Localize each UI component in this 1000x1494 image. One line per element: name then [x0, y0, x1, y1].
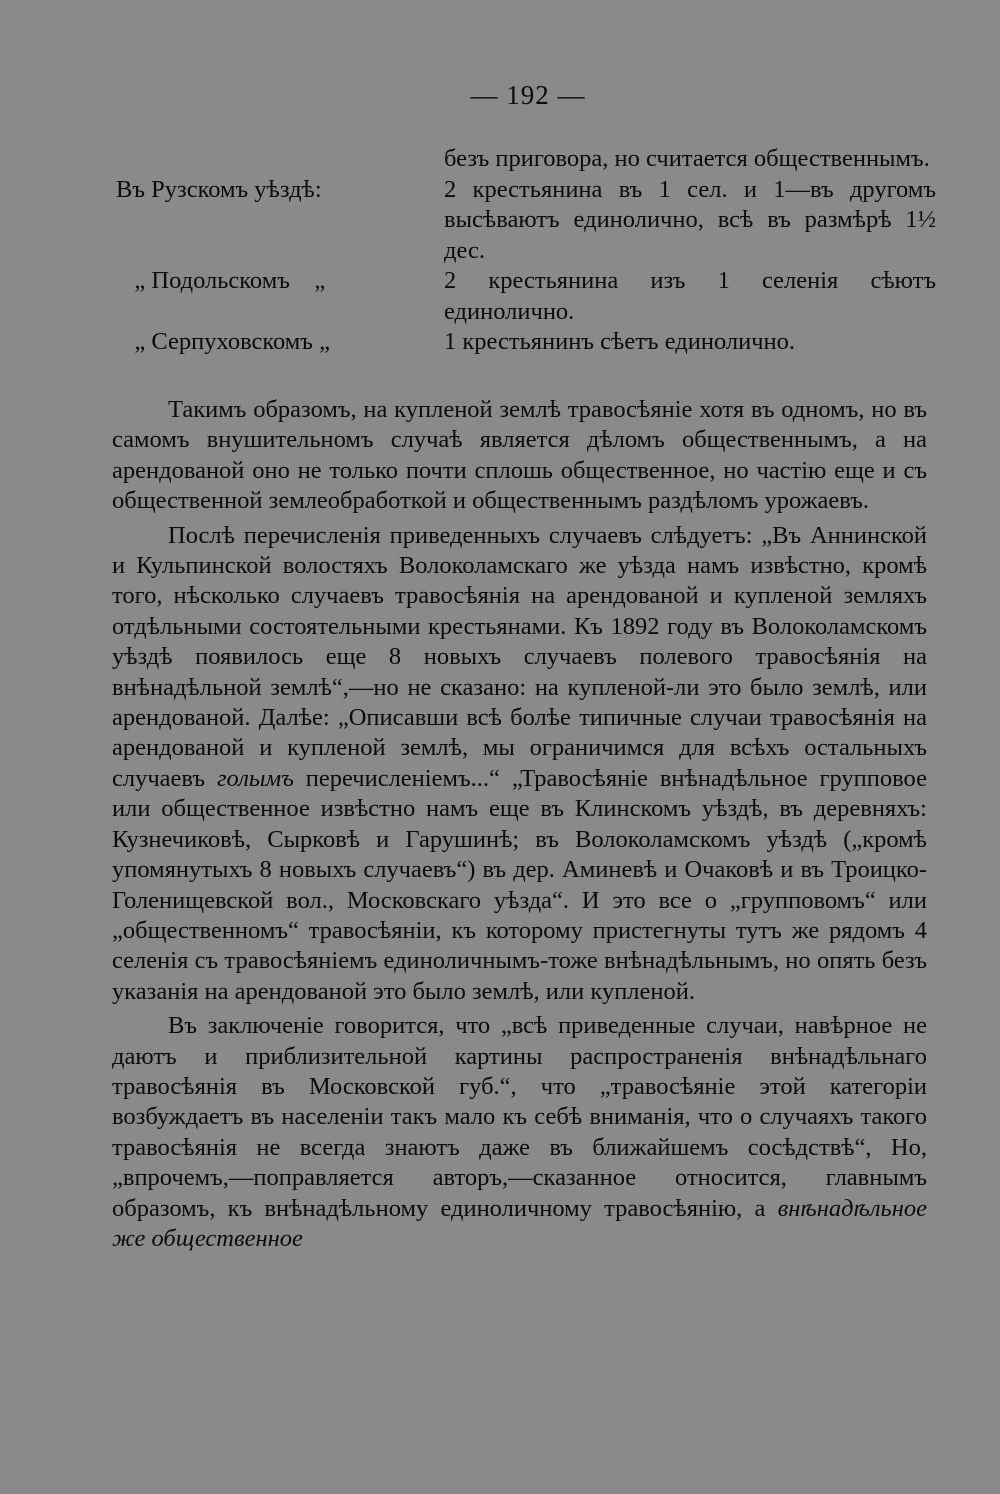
emphasized-phrase: внѣнадѣльное же общественное: [112, 1194, 927, 1252]
listing-row: [116, 266, 936, 327]
listing-row: [116, 327, 936, 358]
paragraph-text: перечисленіемъ...“ „Травосѣяніе внѣнадѣльное групповое или общественное извѣстно намъ еще въ Клинскомъ уѣздѣ, въ деревняхъ: Кузнечиковѣ, Сырковѣ и Гарушинѣ; въ Волоколамскомъ уѣздѣ („кромѣ упомянутыхъ 8 новыхъ случаевъ“) въ дер. Аминевѣ и Очаковѣ и въ Троицко-Голенищевской вол., Московскаго уѣзда“. И это все о „групповомъ“ или „общественномъ“ травосѣяніи, къ которому пристегнуты тутъ же рядомъ 4 селенія съ травосѣяніемъ единоличнымъ-тоже внѣнадѣльнымъ, но опять безъ указанія на арендованой это было землѣ, или купленой.: [112, 764, 927, 1005]
paragraph-text: Въ заключеніе говорится, что „всѣ приведенные случаи, навѣрное не даютъ и приблизительной картины распространенія внѣнадѣльнаго травосѣянія въ Московской губ.“, что „травосѣяніе этой категоріи возбуждаетъ въ населеніи такъ мало къ себѣ вниманія, что о случаяхъ такого травосѣянія не всегда знаютъ даже въ ближайшемъ сосѣдствѣ“, Но, „впрочемъ,—поправляется авторъ,—сказанное относится, главнымъ образомъ, къ внѣнадѣльному единоличному травосѣянію, а: [112, 1012, 927, 1222]
district-listing: [116, 144, 936, 358]
paragraph: [112, 395, 927, 517]
paragraph: [112, 1011, 927, 1254]
listing-entry-text: безъ приговора, но считается общественнымъ.: [444, 145, 930, 172]
emphasized-word: голымъ: [217, 764, 294, 792]
listing-row: [116, 175, 936, 267]
paragraph-text: Такимъ образомъ, на купленой землѣ травосѣяніе хотя въ одномъ, но въ самомъ внушительномъ случаѣ является дѣломъ общественнымъ, а на арендованой оно не только почти сплошь общественное, но частію еще и съ общественной землеобработкой и общественнымъ раздѣломъ урожаевъ.: [112, 396, 927, 515]
listing-district-label: „ Подольскомъ „: [116, 267, 326, 294]
listing-entry-text: 2 крестьянина въ 1 сел. и 1—въ другомъ высѣваютъ единолично, всѣ въ размѣрѣ 1½ дес.: [444, 175, 936, 264]
listing-entry-text: 2 крестьянина изъ 1 селенія сѣютъ единолично.: [444, 267, 936, 325]
paragraph-text: Послѣ перечисленія приведенныхъ случаевъ слѣдуетъ: „Въ Аннинской и Кульпинской волостяхъ Волоколамскаго же уѣзда намъ извѣстно, кромѣ того, нѣсколько случаевъ травосѣянія на арендованой и купленой земляхъ отдѣльными состоятельными крестьянами. Къ 1892 году въ Волоколамскомъ уѣздѣ появилось еще 8 новыхъ случаевъ полевого травосѣянія на внѣнадѣльной землѣ“,—но не сказано: на купленой-ли это было землѣ, или арендованой. Далѣе: „Описавши всѣ болѣе типичные случаи травосѣянія на арендованой и купленой землѣ, мы ограничимся для всѣхъ остальныхъ случаевъ: [112, 521, 927, 792]
body-text: [112, 395, 927, 1258]
listing-district-label: Въ Рузскомъ уѣздѣ:: [116, 175, 322, 203]
listing-district-label: „ Серпуховскомъ „: [116, 328, 330, 355]
listing-entry-text: 1 крестьянинъ сѣетъ единолично.: [444, 328, 796, 355]
page-number: — 192 —: [470, 80, 586, 110]
paragraph: [112, 521, 927, 1008]
listing-row: [116, 144, 936, 175]
